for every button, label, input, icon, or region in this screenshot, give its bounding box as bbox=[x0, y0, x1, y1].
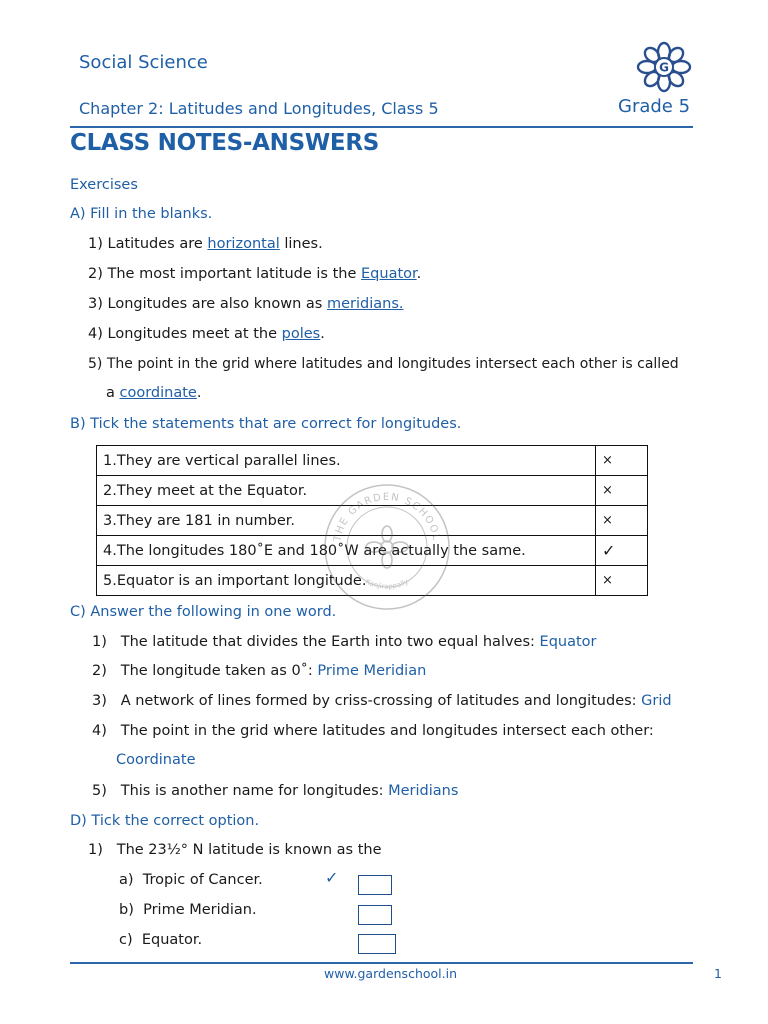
answer-text: Equator bbox=[539, 634, 597, 650]
statement-cell: 4.The longitudes 180˚E and 180˚W are actually the same. bbox=[97, 536, 596, 566]
cross-icon: × bbox=[596, 506, 648, 536]
fill-blank-item-continuation: a coordinate. bbox=[106, 385, 202, 401]
one-word-item: 5) This is another name for longitudes: Meridians bbox=[92, 783, 459, 799]
svg-text:THE GARDEN SCHOOL: THE GARDEN SCHOOL bbox=[332, 491, 442, 543]
answer-text: meridians. bbox=[326, 296, 404, 312]
answer-text: coordinate bbox=[119, 385, 197, 401]
table-row bbox=[97, 476, 648, 506]
tick-table bbox=[96, 445, 648, 596]
section-d-heading: D) Tick the correct option. bbox=[70, 813, 260, 829]
logo-letter: G bbox=[659, 60, 669, 75]
fill-blank-item: 1) Latitudes are horizontal lines. bbox=[88, 236, 323, 252]
answer-text: Grid bbox=[641, 693, 672, 709]
mcq-option: a) Tropic of Cancer. bbox=[119, 872, 263, 888]
answer-text: Equator bbox=[361, 266, 417, 282]
answer-text: poles bbox=[281, 326, 321, 342]
statement-cell: 2.They meet at the Equator. bbox=[97, 476, 596, 506]
option-checkbox[interactable] bbox=[358, 934, 396, 954]
one-word-item: 2) The longitude taken as 0˚: Prime Meridian bbox=[92, 663, 427, 679]
svg-text:Kanjirappally: Kanjirappally bbox=[364, 577, 410, 591]
chapter-title: Chapter 2: Latitudes and Longitudes, Class 5 bbox=[79, 99, 439, 118]
statement-cell: 5.Equator is an important longitude. bbox=[97, 566, 596, 596]
cross-icon: × bbox=[596, 476, 648, 506]
footer-url-link[interactable]: www.gardenschool.in bbox=[324, 966, 458, 981]
page-title: CLASS NOTES-ANSWERS bbox=[70, 130, 380, 156]
subject-title: Social Science bbox=[79, 52, 208, 73]
footer-rule bbox=[70, 962, 693, 964]
table-row bbox=[97, 446, 648, 476]
check-icon: ✓ bbox=[325, 868, 339, 887]
answer-text: Coordinate bbox=[116, 752, 196, 768]
one-word-item: 3) A network of lines formed by criss-crossing of latitudes and longitudes: Grid bbox=[92, 693, 672, 709]
mcq-option: b) Prime Meridian. bbox=[119, 902, 257, 918]
exercises-label: Exercises bbox=[70, 177, 138, 193]
cross-icon: × bbox=[596, 566, 648, 596]
header-rule bbox=[70, 126, 693, 128]
cross-icon: × bbox=[596, 446, 648, 476]
option-checkbox[interactable] bbox=[358, 875, 392, 895]
mcq-option: c) Equator. bbox=[119, 932, 203, 948]
fill-blank-item: 5) The point in the grid where latitudes and longitudes intersect each other is called bbox=[88, 356, 679, 372]
table-row bbox=[97, 536, 648, 566]
fill-blank-item: 4) Longitudes meet at the poles. bbox=[88, 326, 325, 342]
statement-cell: 1.They are vertical parallel lines. bbox=[97, 446, 596, 476]
mcq-question: 1) The 23½° N latitude is known as the bbox=[88, 842, 382, 858]
statement-cell: 3.They are 181 in number. bbox=[97, 506, 596, 536]
section-c-heading: C) Answer the following in one word. bbox=[70, 604, 337, 620]
answer-text: horizontal bbox=[207, 236, 280, 252]
answer-text: Meridians bbox=[388, 783, 459, 799]
fill-blank-item: 2) The most important latitude is the Equator. bbox=[88, 266, 422, 282]
page-number: 1 bbox=[714, 966, 722, 981]
table-row bbox=[97, 506, 648, 536]
answer-text: Prime Meridian bbox=[317, 663, 427, 679]
check-icon: ✓ bbox=[596, 536, 648, 566]
section-b-heading: B) Tick the statements that are correct for longitudes. bbox=[70, 416, 462, 432]
table-row bbox=[97, 566, 648, 596]
one-word-item: 4) The point in the grid where latitudes and longitudes intersect each other: bbox=[92, 723, 654, 739]
grade-label: Grade 5 bbox=[618, 96, 691, 117]
fill-blank-item: 3) Longitudes are also known as meridians. bbox=[88, 296, 404, 312]
school-logo-icon bbox=[635, 40, 693, 94]
section-a-heading: A) Fill in the blanks. bbox=[70, 206, 213, 222]
option-checkbox[interactable] bbox=[358, 905, 392, 925]
one-word-item: 1) The latitude that divides the Earth into two equal halves: Equator bbox=[92, 634, 597, 650]
